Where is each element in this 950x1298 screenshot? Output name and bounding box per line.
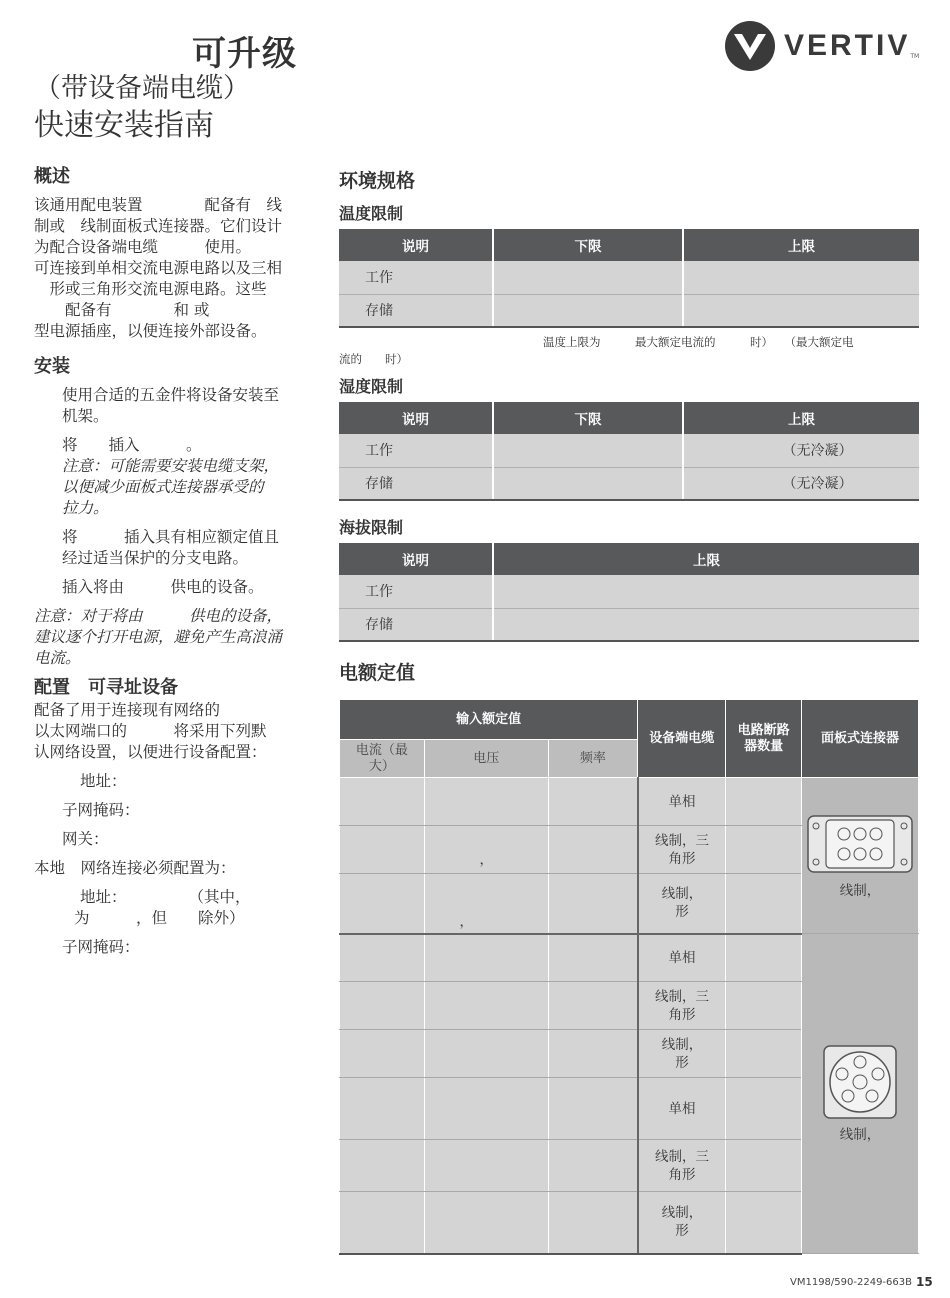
- table-cell: [340, 982, 425, 1030]
- table-cell: [683, 261, 919, 294]
- connector-cell: [802, 778, 919, 934]
- row-label-storage: 存储: [339, 608, 493, 641]
- voltage-cell: ，: [424, 826, 548, 874]
- no-condensation: （无冷凝）: [683, 434, 919, 467]
- table-cell: [548, 778, 638, 826]
- table-cell: [493, 467, 683, 500]
- row-label-storage: 存储: [339, 294, 493, 327]
- header-voltage: 电压: [424, 740, 548, 778]
- altitude-heading: 海拔限制: [339, 518, 404, 537]
- config-line: 认网络设置，以便进行设备配置：: [34, 743, 267, 761]
- table-cell: [340, 826, 425, 874]
- temp-footnote-line: 流的 时）: [339, 352, 408, 366]
- table-cell: [683, 294, 919, 327]
- table-cell: [340, 778, 425, 826]
- title-subtitle: （带设备端电缆）: [34, 73, 250, 104]
- col-header-high: 上限: [493, 543, 919, 575]
- header-equipment-cable: 设备端电缆: [638, 700, 726, 778]
- install-note-1-cont: 拉力。: [62, 499, 109, 517]
- altitude-table: [339, 543, 919, 642]
- vertiv-logo: [724, 18, 924, 74]
- col-header-desc: 说明: [339, 543, 493, 575]
- no-condensation: （无冷凝）: [683, 467, 919, 500]
- config-local-ip: 地址： （其中，: [80, 888, 251, 906]
- cable-cell: 单相: [638, 1078, 726, 1140]
- table-cell: [726, 874, 802, 934]
- table-cell: [726, 934, 802, 982]
- table-cell: [340, 1192, 425, 1254]
- page-number: 15: [916, 1275, 933, 1289]
- table-cell: [340, 1078, 425, 1140]
- title-product: 可升级: [192, 34, 297, 74]
- config-gateway: 网关：: [62, 830, 109, 848]
- table-cell: [548, 982, 638, 1030]
- col-header-low: 下限: [493, 229, 683, 261]
- table-cell: [548, 874, 638, 934]
- col-header-high: 上限: [683, 229, 919, 261]
- overview-line: 型电源插座，以便连接外部设备。: [34, 322, 267, 340]
- config-local-network: 本地 网络连接必须配置为：: [34, 859, 236, 877]
- install-note-1: 注意：可能需要安装电缆支架，: [62, 457, 280, 475]
- table-cell: [340, 874, 425, 934]
- install-step-1: 使用合适的五金件将设备安装至: [62, 386, 280, 404]
- table-cell: [548, 1140, 638, 1192]
- table-cell: [726, 982, 802, 1030]
- table-cell: [726, 826, 802, 874]
- install-step-4: 插入将由 供电的设备。: [62, 578, 264, 596]
- config-subnet-mask: 子网掩码：: [62, 801, 140, 819]
- table-cell: [493, 261, 683, 294]
- header-frequency: 频率: [548, 740, 638, 778]
- temp-heading: 温度限制: [339, 204, 404, 223]
- table-cell: [548, 934, 638, 982]
- connector-cell: [802, 934, 919, 1254]
- overview-line: 形或三角形交流电源电路。这些: [34, 280, 267, 298]
- row-label-operating: 工作: [339, 434, 493, 467]
- install-note-1-cont: 以便减少面板式连接器承受的: [62, 478, 264, 496]
- table-cell: [726, 1078, 802, 1140]
- table-cell: [493, 294, 683, 327]
- header-breaker-count: 电路断路器数量: [726, 700, 802, 778]
- overview-line: 为配合设备端电缆 使用。: [34, 238, 252, 256]
- temp-footnote-line: 温度上限为 最大额定电流的 时） （最大额定电: [543, 335, 854, 349]
- config-line: 以太网端口的 将采用下列默: [34, 722, 267, 740]
- voltage-cell: [424, 1140, 548, 1192]
- cable-cell: 单相: [638, 778, 726, 826]
- voltage-cell: [424, 1192, 548, 1254]
- table-cell: [340, 1140, 425, 1192]
- table-cell: [493, 434, 683, 467]
- header-panel-connector: 面板式连接器: [802, 700, 919, 778]
- env-heading: 环境规格: [339, 170, 416, 192]
- title-guide: 快速安装指南: [34, 108, 214, 143]
- table-cell: [493, 575, 919, 608]
- row-label-storage: 存储: [339, 467, 493, 500]
- cable-cell: 线制，三角形: [638, 1140, 726, 1192]
- install-step-1-cont: 机架。: [62, 407, 109, 425]
- install-step-3: 将 插入具有相应额定值且: [62, 528, 280, 546]
- table-cell: [726, 1140, 802, 1192]
- temp-footnote: [339, 334, 919, 368]
- col-header-low: 下限: [493, 402, 683, 434]
- document-code: VM1198/590-2249-663B: [790, 1277, 912, 1288]
- voltage-cell: [424, 934, 548, 982]
- connector-label: 线制，: [839, 882, 881, 899]
- config-local-ip-cont: 为 ，但 除外）: [74, 909, 245, 927]
- cable-cell: 线制，三角形: [638, 982, 726, 1030]
- table-cell: [340, 1030, 425, 1078]
- col-header-high: 上限: [683, 402, 919, 434]
- config-local-mask: 子网掩码：: [62, 938, 140, 956]
- cable-cell: 线制，形: [638, 1030, 726, 1078]
- install-note-2-cont: 建议逐个打开电源，避免产生高浪涌: [34, 628, 283, 646]
- config-line: 配备了用于连接现有网络的: [34, 701, 221, 719]
- overview-line: 可连接到单相交流电源电路以及三相: [34, 259, 283, 277]
- left-column: [34, 166, 310, 958]
- electrical-table: [339, 699, 919, 1255]
- install-note-2: 注意：对于将由 供电的设备，: [34, 607, 283, 625]
- row-label-operating: 工作: [339, 261, 493, 294]
- overview-line: 配备有 和 或: [34, 301, 210, 319]
- humidity-heading: 湿度限制: [339, 377, 404, 396]
- table-cell: [548, 1030, 638, 1078]
- voltage-cell: [424, 1078, 548, 1140]
- voltage-cell: [424, 982, 548, 1030]
- right-column: [339, 166, 919, 1255]
- electrical-heading: 电额定值: [339, 662, 416, 684]
- humidity-table: [339, 402, 919, 501]
- table-cell: [548, 826, 638, 874]
- round-connector-icon: [822, 1044, 898, 1120]
- install-step-2: 将 插入 。: [62, 436, 202, 454]
- logo-wordmark: VERTIV: [784, 29, 911, 62]
- table-cell: [548, 1078, 638, 1140]
- table-cell: [726, 1030, 802, 1078]
- connector-label: 线制，: [839, 1126, 881, 1143]
- cable-cell: 线制，形: [638, 1192, 726, 1254]
- cable-cell: 线制，三角形: [638, 826, 726, 874]
- install-note-2-cont: 电流。: [34, 649, 81, 667]
- col-header-desc: 说明: [339, 229, 493, 261]
- rectangular-connector-icon: [806, 812, 914, 876]
- row-label-operating: 工作: [339, 575, 493, 608]
- voltage-cell: [424, 778, 548, 826]
- overview-line: 制或 线制面板式连接器。它们设计: [34, 217, 283, 235]
- install-step-3-cont: 经过适当保护的分支电路。: [62, 549, 249, 567]
- cable-cell: 线制，形: [638, 874, 726, 934]
- col-header-desc: 说明: [339, 402, 493, 434]
- header-current: 电流（最大）: [340, 740, 425, 778]
- overview-heading: 概述: [34, 166, 70, 187]
- table-cell: [726, 1192, 802, 1254]
- temp-table: [339, 229, 919, 328]
- voltage-cell: [424, 1030, 548, 1078]
- table-cell: [548, 1192, 638, 1254]
- voltage-cell: ，: [424, 874, 548, 934]
- table-cell: [726, 778, 802, 826]
- cable-cell: 单相: [638, 934, 726, 982]
- overview-line: 该通用配电装置 配备有 线: [34, 196, 283, 214]
- config-ip-address: 地址：: [80, 772, 127, 790]
- table-cell: [340, 934, 425, 982]
- config-heading: 配置 可寻址设备: [34, 677, 178, 698]
- logo-trademark: TM: [910, 53, 920, 60]
- table-cell: [493, 608, 919, 641]
- header-input-ratings: 输入额定值: [340, 700, 638, 740]
- install-heading: 安装: [34, 356, 70, 377]
- vertiv-v-icon: [724, 20, 776, 72]
